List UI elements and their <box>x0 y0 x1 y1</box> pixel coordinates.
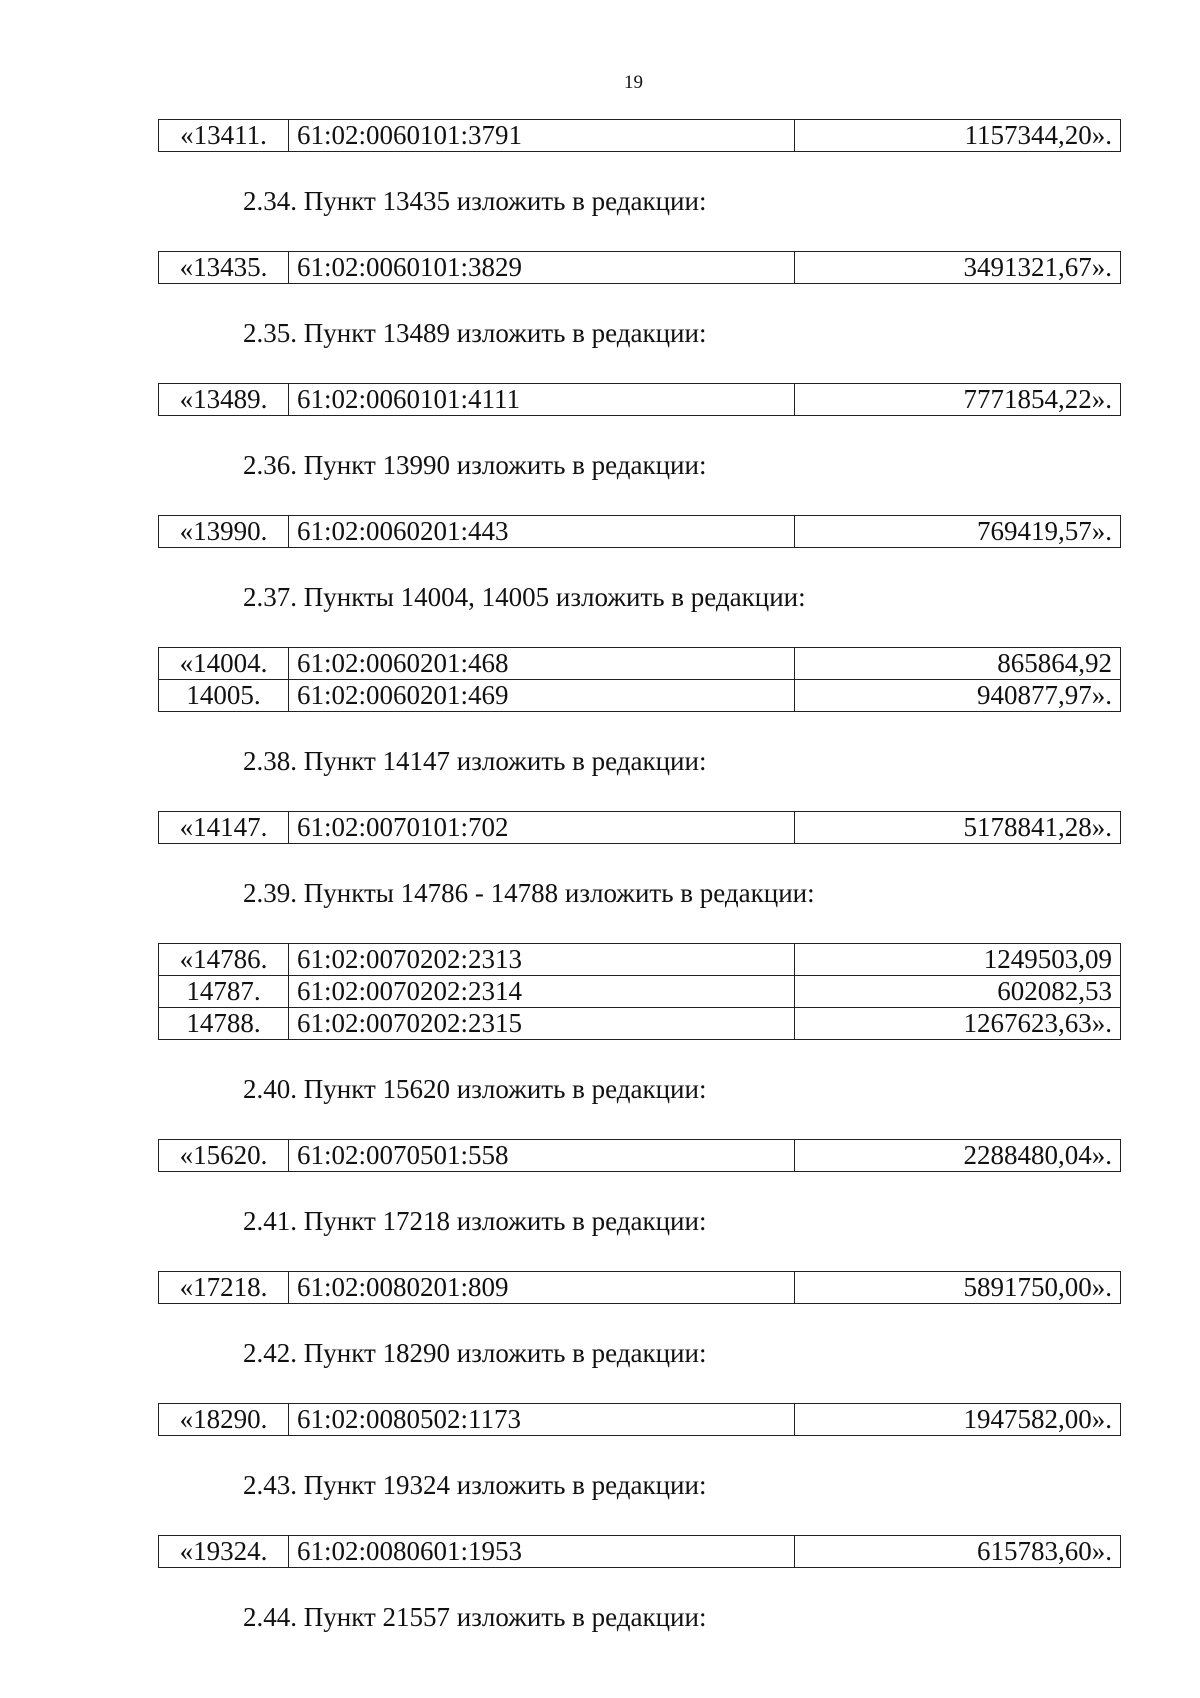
cadastral-number-cell: 61:02:0060101:4111 <box>289 384 795 416</box>
item-number-cell: «13435. <box>159 252 289 284</box>
item-number-cell: «14786. <box>159 944 289 976</box>
table-row <box>159 1536 1121 1568</box>
section-heading: 2.40. Пункт 15620 изложить в редакции: <box>243 1074 707 1104</box>
value-cell: 940877,97». <box>795 680 1121 712</box>
amendment-table <box>158 1403 1121 1436</box>
item-number-cell: «15620. <box>159 1140 289 1172</box>
item-number-cell: «17218. <box>159 1272 289 1304</box>
cadastral-number-cell: 61:02:0060101:3829 <box>289 252 795 284</box>
section-heading: 2.36. Пункт 13990 изложить в редакции: <box>243 450 707 480</box>
value-cell: 2288480,04». <box>795 1140 1121 1172</box>
cadastral-number-cell: 61:02:0070101:702 <box>289 812 795 844</box>
section-heading: 2.39. Пункты 14786 - 14788 изложить в редакции: <box>243 878 815 908</box>
section-heading: 2.34. Пункт 13435 изложить в редакции: <box>243 186 707 216</box>
table-row <box>159 812 1121 844</box>
item-number-cell: «14004. <box>159 648 289 680</box>
value-cell: 615783,60». <box>795 1536 1121 1568</box>
value-cell: 1267623,63». <box>795 1008 1121 1040</box>
cadastral-number-cell: 61:02:0070202:2314 <box>289 976 795 1008</box>
cadastral-number-cell: 61:02:0070202:2315 <box>289 1008 795 1040</box>
section-heading: 2.38. Пункт 14147 изложить в редакции: <box>243 746 707 776</box>
cadastral-number-cell: 61:02:0070501:558 <box>289 1140 795 1172</box>
item-number-cell: «18290. <box>159 1404 289 1436</box>
amendment-table <box>158 251 1121 284</box>
table-row <box>159 648 1121 680</box>
item-number-cell: «13411. <box>159 120 289 152</box>
table-row <box>159 516 1121 548</box>
table-row <box>159 680 1121 712</box>
amendment-table <box>158 943 1121 1040</box>
table-row <box>159 944 1121 976</box>
value-cell: 1947582,00». <box>795 1404 1121 1436</box>
table-row <box>159 1272 1121 1304</box>
table-row <box>159 976 1121 1008</box>
amendment-table <box>158 647 1121 712</box>
value-cell: 769419,57». <box>795 516 1121 548</box>
table-row <box>159 384 1121 416</box>
cadastral-number-cell: 61:02:0060201:468 <box>289 648 795 680</box>
section-heading: 2.35. Пункт 13489 изложить в редакции: <box>243 318 707 348</box>
item-number-cell: 14005. <box>159 680 289 712</box>
amendment-table <box>158 119 1121 152</box>
amendment-table <box>158 515 1121 548</box>
table-row <box>159 1404 1121 1436</box>
table-row <box>159 1008 1121 1040</box>
cadastral-number-cell: 61:02:0060201:469 <box>289 680 795 712</box>
section-heading: 2.42. Пункт 18290 изложить в редакции: <box>243 1338 707 1368</box>
cadastral-number-cell: 61:02:0060101:3791 <box>289 120 795 152</box>
cadastral-number-cell: 61:02:0080201:809 <box>289 1272 795 1304</box>
item-number-cell: «14147. <box>159 812 289 844</box>
amendment-table <box>158 1139 1121 1172</box>
item-number-cell: 14787. <box>159 976 289 1008</box>
page-number: 19 <box>624 72 643 93</box>
value-cell: 3491321,67». <box>795 252 1121 284</box>
value-cell: 7771854,22». <box>795 384 1121 416</box>
table-row <box>159 252 1121 284</box>
section-heading: 2.44. Пункт 21557 изложить в редакции: <box>243 1602 707 1632</box>
value-cell: 865864,92 <box>795 648 1121 680</box>
value-cell: 602082,53 <box>795 976 1121 1008</box>
amendment-table <box>158 811 1121 844</box>
amendment-table <box>158 383 1121 416</box>
value-cell: 5178841,28». <box>795 812 1121 844</box>
amendment-table <box>158 1535 1121 1568</box>
item-number-cell: «13990. <box>159 516 289 548</box>
amendment-table <box>158 1271 1121 1304</box>
document-content <box>158 119 1121 1634</box>
item-number-cell: 14788. <box>159 1008 289 1040</box>
value-cell: 1249503,09 <box>795 944 1121 976</box>
cadastral-number-cell: 61:02:0070202:2313 <box>289 944 795 976</box>
item-number-cell: «19324. <box>159 1536 289 1568</box>
cadastral-number-cell: 61:02:0080601:1953 <box>289 1536 795 1568</box>
cadastral-number-cell: 61:02:0060201:443 <box>289 516 795 548</box>
value-cell: 1157344,20». <box>795 120 1121 152</box>
table-row <box>159 120 1121 152</box>
section-heading: 2.41. Пункт 17218 изложить в редакции: <box>243 1206 707 1236</box>
cadastral-number-cell: 61:02:0080502:1173 <box>289 1404 795 1436</box>
section-heading: 2.43. Пункт 19324 изложить в редакции: <box>243 1470 707 1500</box>
table-row <box>159 1140 1121 1172</box>
item-number-cell: «13489. <box>159 384 289 416</box>
value-cell: 5891750,00». <box>795 1272 1121 1304</box>
section-heading: 2.37. Пункты 14004, 14005 изложить в редакции: <box>243 582 806 612</box>
